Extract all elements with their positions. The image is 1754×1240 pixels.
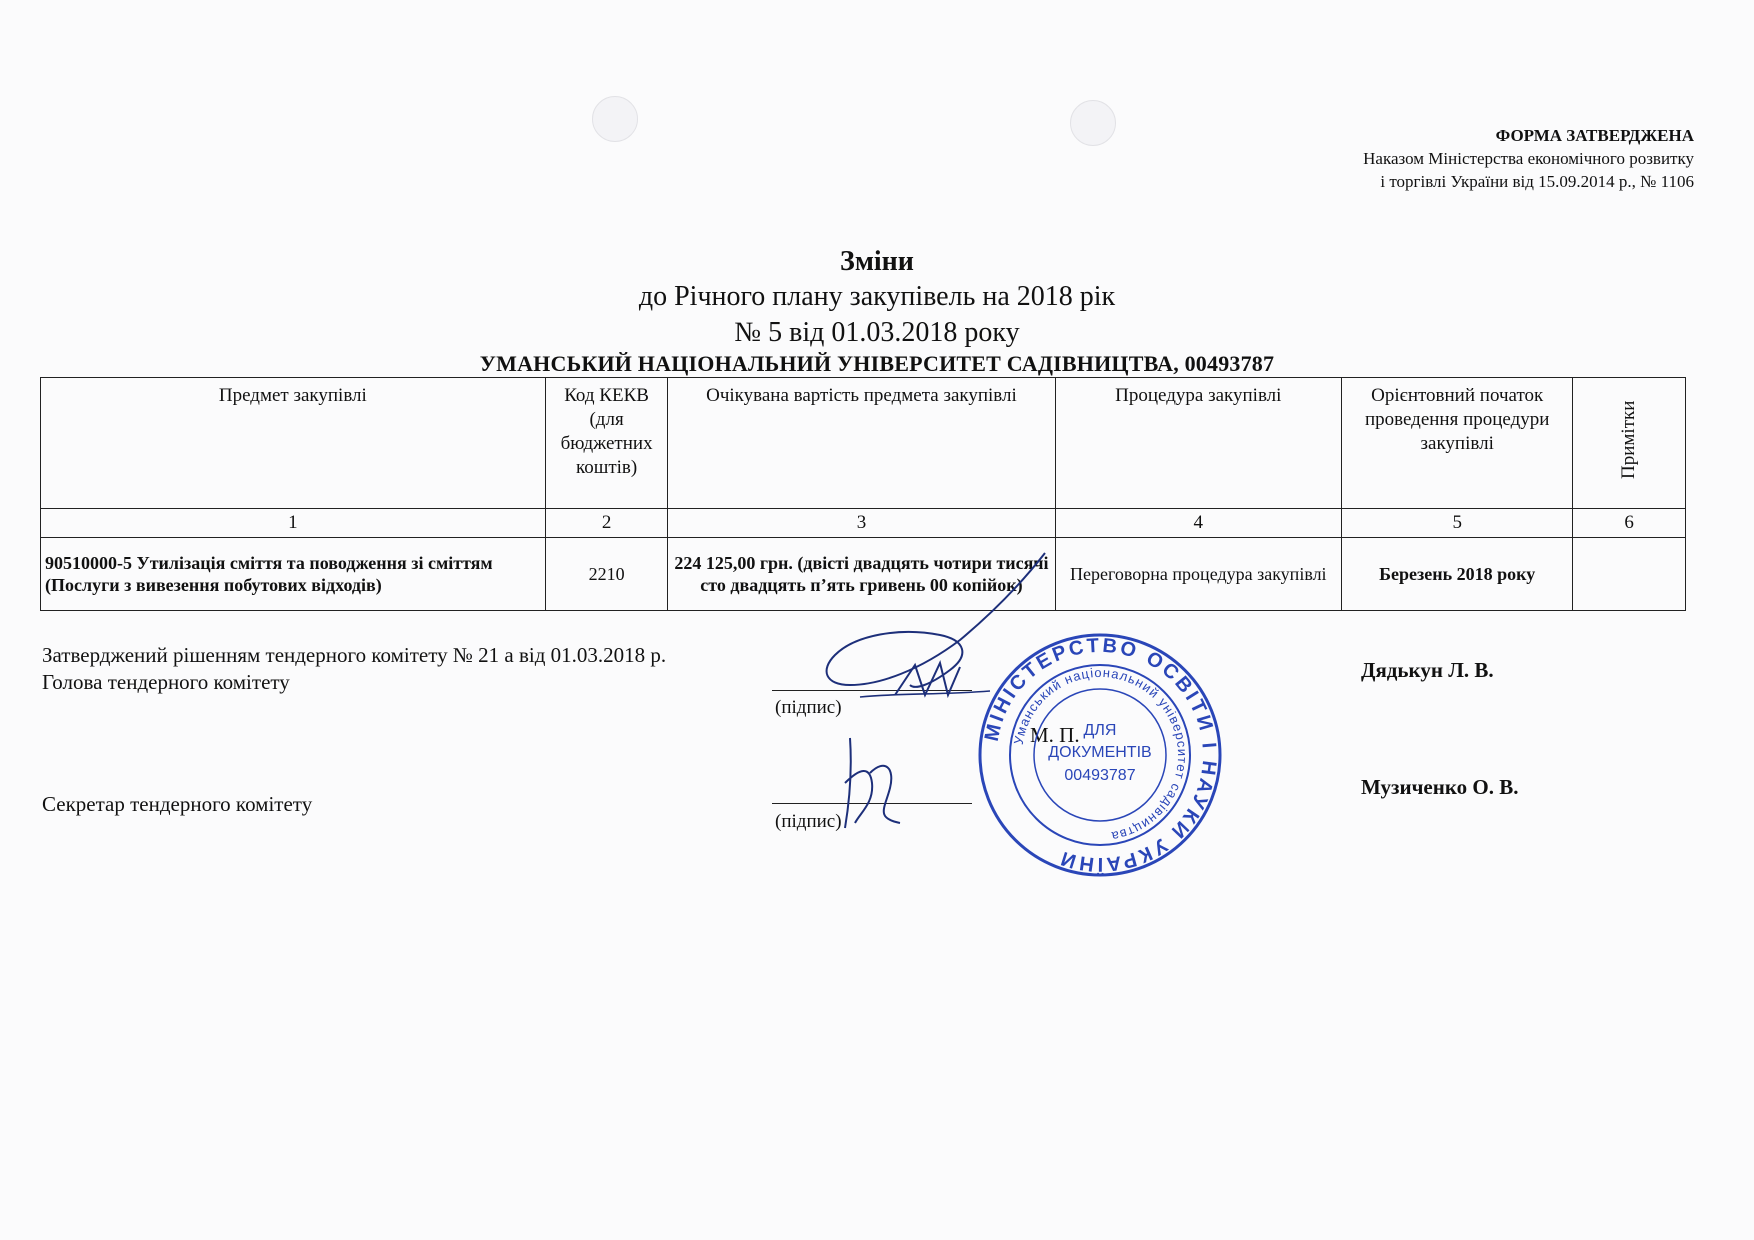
university-seal-stamp: [975, 630, 1225, 880]
chair-signature-caption: (підпис): [775, 697, 842, 718]
column-number: 6: [1573, 509, 1686, 538]
column-number: 2: [545, 509, 668, 538]
document-heading: [0, 245, 1754, 377]
row-kekv: 2210: [545, 538, 668, 611]
form-approval-title: ФОРМА ЗАТВЕРДЖЕНА: [1495, 126, 1694, 145]
document-title: Зміни: [840, 246, 914, 277]
seal-label: М. П.: [1030, 723, 1080, 747]
row-start: Березень 2018 року: [1342, 538, 1573, 611]
header-notes: Примітки: [1618, 400, 1640, 479]
chair-label: Голова тендерного комітету: [42, 670, 290, 694]
secretary-name: Музиченко О. В.: [1361, 775, 1519, 799]
header-kekv: Код КЕКВ (для бюджетних коштів): [545, 378, 668, 509]
column-number: 1: [41, 509, 546, 538]
document-subtitle: до Річного плану закупівель на 2018 рік: [638, 281, 1116, 312]
secretary-label: Секретар тендерного комітету: [42, 792, 313, 816]
secretary-signature: [830, 728, 910, 838]
header-subject: Предмет закупівлі: [41, 378, 546, 509]
punch-hole-left: [592, 96, 638, 142]
punch-hole-right: [1070, 100, 1116, 146]
secretary-signature-caption: (підпис): [775, 811, 842, 832]
approved-by-decision: Затверджений рішенням тендерного комітету № 21 а від 01.03.2018 р.: [42, 643, 667, 667]
header-start: Орієнтовний початок проведення процедури закупівлі: [1342, 378, 1573, 509]
header-cost: Очікувана вартість предмета закупівлі: [668, 378, 1055, 509]
form-approval-line-2: і торгівлі України від 15.09.2014 р., № 1106: [1380, 172, 1694, 191]
table-header-row: [41, 378, 1686, 509]
form-approval-line-1: Наказом Міністерства економічного розвитку: [1363, 149, 1694, 168]
seal-center-code: 00493787: [1064, 767, 1136, 784]
seal-center-line-2: ДОКУМЕНТІВ: [1048, 744, 1152, 761]
row-cost: 224 125,00 грн. (двісті двадцять чотири тисячі сто двадцять п’ять гривень 00 копійок): [668, 538, 1055, 611]
seal-center-line-1: ДЛЯ: [1083, 722, 1117, 739]
table-number-row: [41, 509, 1686, 538]
column-number: 5: [1342, 509, 1573, 538]
form-approval-note: [1363, 124, 1694, 193]
row-notes: [1573, 538, 1686, 611]
column-number: 4: [1055, 509, 1342, 538]
header-procedure: Процедура закупівлі: [1055, 378, 1342, 509]
column-number: 3: [668, 509, 1055, 538]
row-subject: 90510000-5 Утилізація сміття та поводження зі сміттям (Послуги з вивезення побутових відходів): [41, 538, 546, 611]
seal-outer-text: МІНІСТЕРСТВО ОСВІТИ І НАУКИ УКРАЇНИ: [980, 634, 1221, 876]
chair-name: Дядькун Л. В.: [1361, 658, 1494, 682]
row-procedure: Переговорна процедура закупівлі: [1055, 538, 1342, 611]
organization-name: УМАНСЬКИЙ НАЦІОНАЛЬНИЙ УНІВЕРСИТЕТ САДІВНИЦТВА, 00493787: [479, 351, 1275, 376]
seal-inner-text: Уманський національний університет садівництва: [1010, 664, 1191, 845]
document-number-line: № 5 від 01.03.2018 року: [734, 317, 1020, 348]
header-notes-cell: [1573, 378, 1686, 509]
